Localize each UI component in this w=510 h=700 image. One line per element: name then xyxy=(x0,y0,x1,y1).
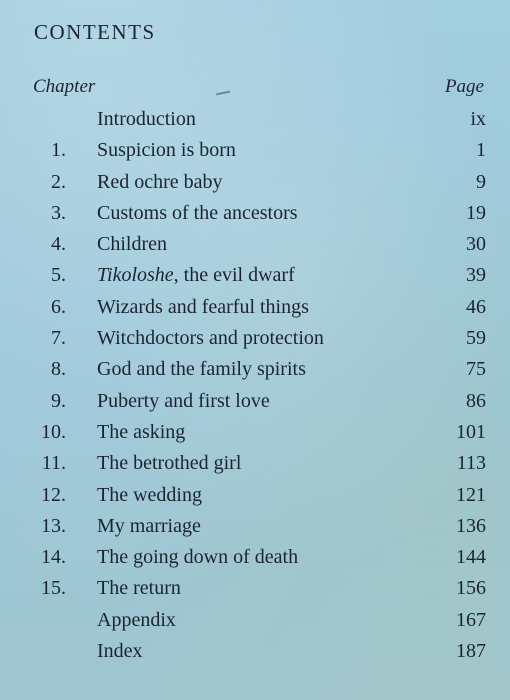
chapter-number: 2. xyxy=(51,170,66,193)
chapter-title xyxy=(97,609,176,632)
chapter-title xyxy=(97,171,223,194)
page-number: 167 xyxy=(456,608,486,631)
contents-list xyxy=(0,104,510,667)
chapter-title-text: Witchdoctors and protection xyxy=(97,327,324,350)
toc-entry xyxy=(0,448,510,479)
chapter-number: 11. xyxy=(41,452,66,475)
toc-entry xyxy=(0,229,510,260)
chapter-title-text: Puberty and first love xyxy=(97,389,270,412)
chapter-number: 10. xyxy=(41,420,66,443)
page-number: 9 xyxy=(476,170,486,193)
chapter-number: 8. xyxy=(51,358,66,381)
toc-entry xyxy=(0,480,510,511)
toc-entry xyxy=(0,386,510,417)
page-number: 101 xyxy=(456,420,486,443)
chapter-number: 3. xyxy=(51,201,66,224)
chapter-title-text: The betrothed girl xyxy=(97,452,242,475)
chapter-title xyxy=(97,546,298,569)
chapter-title-text: Red ochre baby xyxy=(97,170,223,193)
toc-entry xyxy=(0,167,510,198)
chapter-title xyxy=(97,484,202,507)
page-number: 86 xyxy=(466,389,486,412)
chapter-number: 14. xyxy=(41,546,66,569)
page-number: 144 xyxy=(456,546,486,569)
toc-entry xyxy=(0,292,510,323)
page-number: ix xyxy=(470,108,486,130)
ink-mark xyxy=(216,91,230,96)
chapter-column-header: Chapter xyxy=(33,76,96,97)
page-number: 121 xyxy=(456,483,486,506)
toc-entry xyxy=(0,511,510,542)
toc-entry xyxy=(0,135,510,166)
chapter-title xyxy=(97,264,295,287)
chapter-title xyxy=(97,202,298,225)
chapter-title-text: The return xyxy=(97,577,181,600)
chapter-title-text: Suspicion is born xyxy=(97,139,236,162)
chapter-title xyxy=(97,452,241,475)
toc-entry xyxy=(0,605,510,636)
toc-entry xyxy=(0,417,510,448)
page-number: 1 xyxy=(476,139,486,162)
chapter-number: 13. xyxy=(41,514,66,537)
page-number: 156 xyxy=(456,577,486,600)
chapter-title-text: My marriage xyxy=(97,514,201,537)
chapter-number: 15. xyxy=(41,577,66,600)
page-number: 39 xyxy=(466,264,486,287)
chapter-number: 1. xyxy=(51,139,66,162)
chapter-title-text: God and the family spirits xyxy=(97,358,306,381)
toc-entry xyxy=(0,260,510,291)
page-number: 30 xyxy=(466,233,486,256)
chapter-title-text: Children xyxy=(97,233,167,256)
chapter-number: 6. xyxy=(51,295,66,318)
chapter-number: 4. xyxy=(51,233,66,256)
page-number: 136 xyxy=(456,514,486,537)
chapter-number: 12. xyxy=(41,483,66,506)
page-number: 59 xyxy=(466,327,486,350)
page-number: 113 xyxy=(456,452,486,475)
chapter-number: 7. xyxy=(51,327,66,350)
chapter-number: 5. xyxy=(51,264,66,287)
chapter-title xyxy=(97,296,309,319)
chapter-title-text: Wizards and fearful things xyxy=(97,295,309,318)
toc-entry xyxy=(0,323,510,354)
chapter-title xyxy=(97,233,167,256)
chapter-title-text: The asking xyxy=(97,420,186,443)
chapter-title xyxy=(97,139,236,162)
chapter-title xyxy=(97,421,185,444)
chapter-title-text: Appendix xyxy=(97,608,176,631)
chapter-number: 9. xyxy=(51,389,66,412)
page-number: 187 xyxy=(456,640,486,663)
chapter-title-text: Customs of the ancestors xyxy=(97,201,298,224)
chapter-title xyxy=(97,390,270,413)
chapter-title xyxy=(97,640,143,663)
chapter-title xyxy=(97,515,201,538)
chapter-title-text: Index xyxy=(97,640,143,663)
page-column-header: Page xyxy=(444,76,484,97)
toc-entry xyxy=(0,354,510,385)
chapter-title xyxy=(97,327,324,350)
toc-entry xyxy=(0,198,510,229)
toc-entry xyxy=(0,104,510,135)
chapter-title-text: The going down of death xyxy=(97,546,299,569)
toc-entry xyxy=(0,542,510,573)
contents-heading: CONTENTS xyxy=(34,20,156,44)
chapter-title xyxy=(97,577,181,600)
chapter-title xyxy=(97,358,306,381)
chapter-title-text: The wedding xyxy=(97,483,202,506)
chapter-title xyxy=(97,108,196,131)
toc-entry xyxy=(0,636,510,667)
chapter-title-italic: Tikoloshe xyxy=(97,264,174,287)
chapter-title-text: , the evil dwarf xyxy=(173,264,295,287)
toc-entry xyxy=(0,573,510,604)
page-number: 46 xyxy=(466,295,486,318)
page-number: 19 xyxy=(466,201,486,224)
page-number: 75 xyxy=(466,358,486,381)
chapter-title-text: Introduction xyxy=(97,108,196,130)
